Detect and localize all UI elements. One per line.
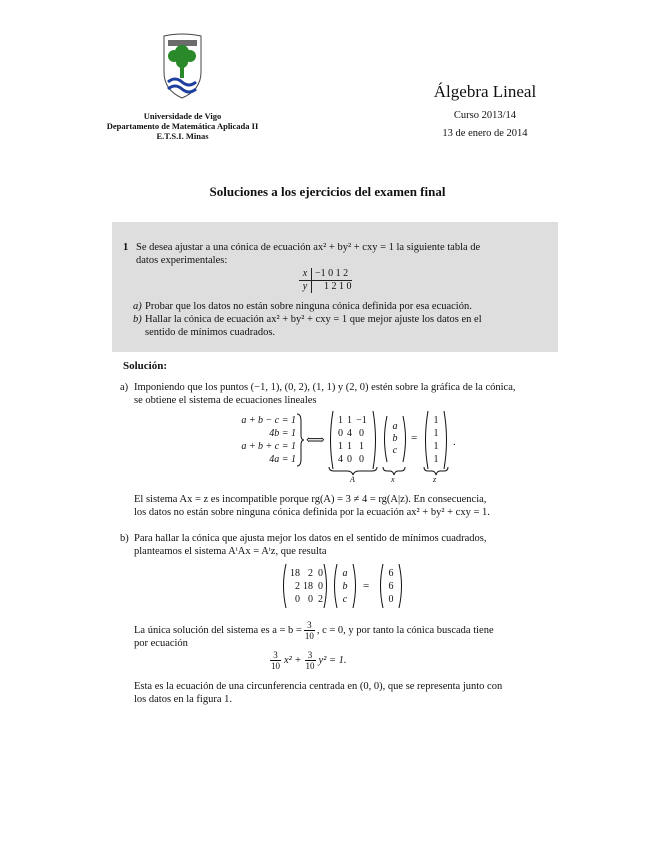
course-title: Álgebra Lineal xyxy=(433,82,537,101)
equals-sign-2: = xyxy=(363,580,370,592)
solution-b-label: b) xyxy=(120,533,129,544)
conic-equation: 3 10 x² + $\frac{3}{10}$ y² = 1. xyxy=(271,650,347,671)
problem-parts: a) Probar que los datos no están sobre ninguna cónica definida por esa ecuación. b) Hallar la cónica de ecuación ax² + by² + cxy = 1 que mejor ajuste los datos en el sentido de mínimos cuadrados. xyxy=(133,301,482,338)
solution-b-intro: Para hallar la cónica que ajusta mejor los datos en el sentido de mínimos cuadrados, planteamos el sistema AᵗAx = Aᵗz, que resulta xyxy=(134,533,487,557)
solution-heading: Solución: xyxy=(123,360,168,372)
exam-date: 13 de enero de 2014 xyxy=(442,128,528,139)
iff-symbol: ⟺ xyxy=(306,432,325,447)
vector-x: a b c xyxy=(392,421,398,456)
problem-statement: Se desea ajustar a una cónica de ecuación ax² + by² + cxy = 1 la siguiente tabla de datos experimentales: xyxy=(136,242,481,266)
school-name: E.T.S.I. Minas xyxy=(156,131,209,141)
solution-b-por-ecuacion: por ecuación xyxy=(134,638,188,649)
vector-rhs: 6 6 0 xyxy=(388,568,394,605)
problem-number: 1 xyxy=(123,242,129,253)
solution-a-conclusion: El sistema Ax = z es incompatible porque rg(A) = 3 ≠ 4 = rg(A|z). En consecuencia, los datos no están sobre ninguna cónica definida por la ecuación ax² + by² + cxy = 1. xyxy=(134,494,490,518)
table-y-values: 1 2 1 0 xyxy=(324,281,352,292)
label-z: z xyxy=(433,475,437,484)
label-x: x xyxy=(391,475,395,484)
part-a-text: Probar que los datos no están sobre ninguna cónica definida por esa ecuación. xyxy=(145,301,472,312)
data-table xyxy=(299,268,352,293)
university-logo xyxy=(160,32,205,104)
period: . xyxy=(453,436,456,448)
department-name: Departamento de Matemática Aplicada II xyxy=(106,121,259,131)
course-year: Curso 2013/14 xyxy=(453,110,517,121)
table-y-label: y xyxy=(299,281,312,293)
matrix-normal: 18 2 0 2 18 0 0 0 2 xyxy=(290,568,323,605)
institution-block xyxy=(95,111,270,141)
solution-a-label: a) xyxy=(120,382,129,393)
equals-sign: = xyxy=(411,432,418,444)
matrix-a: 1 1 −1 0 4 0 1 1 1 4 0 0 xyxy=(338,415,367,465)
equation-system: a + b − c = 1 4b = 1 a + b + c = 1 4a = 1 xyxy=(241,415,296,465)
document-title: Soluciones a los ejercicios del examen final xyxy=(209,184,446,199)
university-name: Universidade de Vigo xyxy=(143,111,222,121)
solution-b-final: Esta es la ecuación de una circunferencia centrada en (0, 0), que se representa junto con los datos en la figura 1. xyxy=(134,681,503,705)
brace-right xyxy=(296,413,304,467)
label-A: A xyxy=(350,475,355,484)
part-b-text: Hallar la cónica de ecuación ax² + by² + cxy = 1 que mejor ajuste los datos en el xyxy=(145,314,482,325)
solution-b-unique: La única solución del sistema es a = b = $\frac{3}{10}$ , c = 0, y por tanto la cónica buscada tiene xyxy=(134,620,494,641)
course-block xyxy=(420,82,550,139)
table-x-values: −1 0 1 2 xyxy=(315,268,349,279)
vector-abc: a b c xyxy=(342,568,348,605)
table-x-label: x xyxy=(299,268,312,280)
solution-a-intro: Imponiendo que los puntos (−1, 1), (0, 2), (1, 1) y (2, 0) estén sobre la gráfica de la cónica, se obtiene el sistema de ecuaciones lineales xyxy=(134,382,516,406)
vector-z: 1 1 1 1 xyxy=(433,415,439,465)
